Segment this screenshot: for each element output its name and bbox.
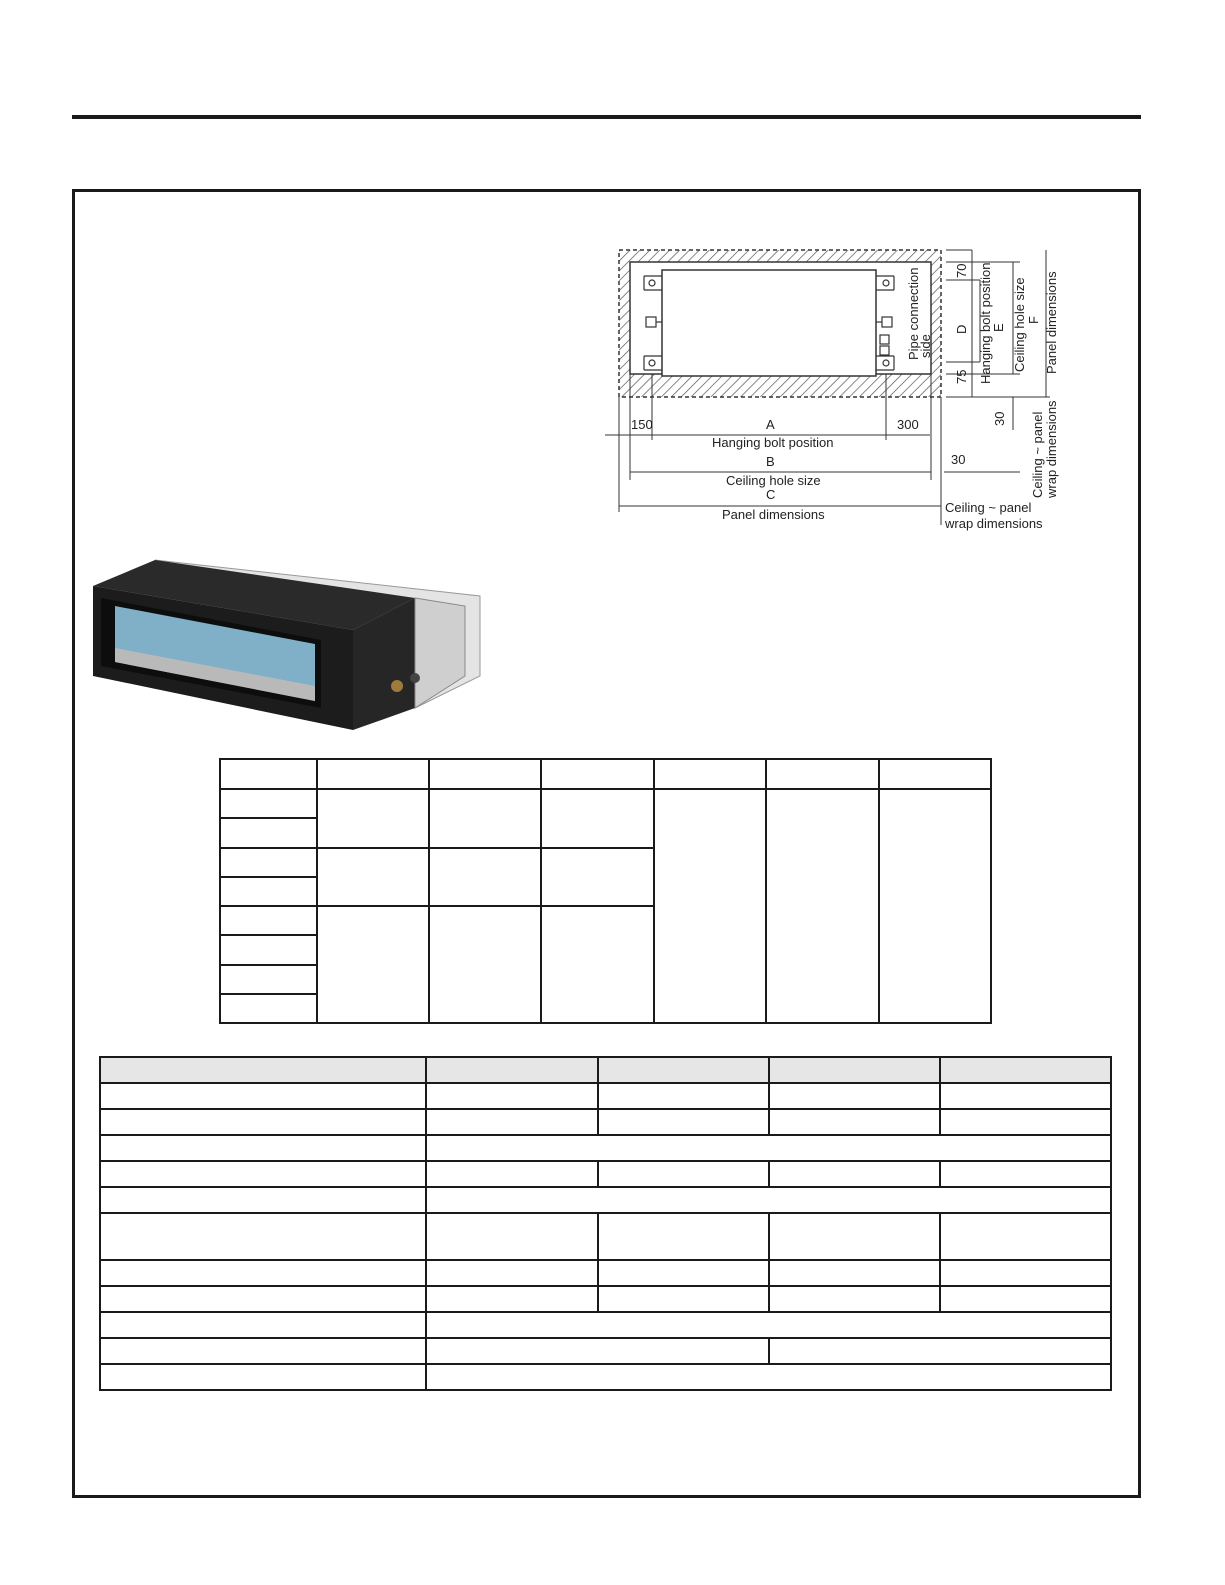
dim-table-header-cell xyxy=(654,759,766,789)
wrap-v-line2: wrap dimensions xyxy=(1044,400,1059,498)
ducted-indoor-unit-icon xyxy=(85,558,485,733)
dim-table-header-cell xyxy=(879,759,991,789)
dimension-table xyxy=(219,758,992,1024)
spec-cell xyxy=(598,1083,769,1109)
dim-70-label: 70 xyxy=(954,263,969,278)
dim-table-model-cell xyxy=(220,818,317,847)
dim-75-label: 75 xyxy=(954,369,969,384)
spec-cell xyxy=(426,1286,597,1312)
spec-label-cell xyxy=(100,1109,426,1135)
dim-table-cell xyxy=(541,848,653,906)
spec-cell xyxy=(769,1260,940,1286)
spec-header-cell xyxy=(100,1057,426,1083)
spec-label-cell xyxy=(100,1083,426,1109)
spec-header-cell xyxy=(940,1057,1111,1083)
spec-cell xyxy=(426,1161,597,1187)
spec-cell xyxy=(940,1213,1111,1260)
spec-header-cell xyxy=(598,1057,769,1083)
spec-cell xyxy=(426,1083,597,1109)
spec-label-cell xyxy=(100,1187,426,1213)
spec-label-cell xyxy=(100,1364,426,1390)
spec-cell xyxy=(426,1213,597,1260)
wrap-h-line1: Ceiling ~ panel xyxy=(945,500,1032,515)
dim-d-label: D xyxy=(954,324,969,334)
spec-cell xyxy=(426,1364,1111,1390)
ceiling-hole-v-label: Ceiling hole size xyxy=(1012,277,1027,372)
dim-table-header-cell xyxy=(220,759,317,789)
dim-table-model-cell xyxy=(220,848,317,877)
spec-label-cell xyxy=(100,1286,426,1312)
dim-table-header-cell xyxy=(429,759,541,789)
spec-header-cell xyxy=(426,1057,597,1083)
dim-e-label: E xyxy=(991,323,1006,332)
spec-cell xyxy=(769,1109,940,1135)
spec-cell xyxy=(426,1135,1111,1161)
dim-30-vertical-label: 30 xyxy=(992,411,1007,426)
spec-cell xyxy=(426,1187,1111,1213)
hanging-bolt-v-label: Hanging bolt position xyxy=(978,262,993,384)
spec-label-cell xyxy=(100,1338,426,1364)
dim-table-cell xyxy=(541,789,653,847)
dim-table-model-cell xyxy=(220,965,317,994)
spec-cell xyxy=(598,1213,769,1260)
spec-label-cell xyxy=(100,1161,426,1187)
dim-table-cell xyxy=(429,789,541,847)
spec-header-cell xyxy=(769,1057,940,1083)
spec-cell xyxy=(940,1260,1111,1286)
specification-table xyxy=(99,1056,1112,1391)
spec-cell xyxy=(940,1083,1111,1109)
top-rule xyxy=(72,115,1141,119)
spec-label-cell xyxy=(100,1135,426,1161)
dim-table-model-cell xyxy=(220,994,317,1023)
hanging-bolt-h-label: Hanging bolt position xyxy=(712,435,834,450)
pipe-connection-side-label: side xyxy=(918,334,933,358)
spec-cell xyxy=(940,1286,1111,1312)
spec-cell xyxy=(426,1312,1111,1338)
spec-cell xyxy=(940,1161,1111,1187)
dim-table-cell xyxy=(766,789,878,1023)
dim-table-header-cell xyxy=(766,759,878,789)
panel-dimensions-h-label: Panel dimensions xyxy=(722,507,825,522)
spec-label-cell xyxy=(100,1260,426,1286)
dim-table-header-cell xyxy=(541,759,653,789)
installation-diagram xyxy=(600,240,1070,540)
dim-300-label: 300 xyxy=(897,417,919,432)
spec-cell xyxy=(940,1109,1111,1135)
dim-f-label: F xyxy=(1026,316,1041,324)
spec-cell xyxy=(769,1213,940,1260)
ceiling-hole-h-label: Ceiling hole size xyxy=(726,473,821,488)
spec-cell xyxy=(598,1286,769,1312)
dim-table-model-cell xyxy=(220,935,317,964)
spec-cell xyxy=(769,1286,940,1312)
spec-cell xyxy=(598,1109,769,1135)
dim-table-header-cell xyxy=(317,759,429,789)
pipe-connection-label: Pipe connection xyxy=(906,267,921,360)
dim-table-model-cell xyxy=(220,789,317,818)
spec-label-cell xyxy=(100,1312,426,1338)
dim-table-cell xyxy=(541,906,653,1023)
dim-table-cell xyxy=(879,789,991,1023)
dim-table-cell xyxy=(317,789,429,847)
dim-table-cell xyxy=(317,906,429,1023)
spec-cell xyxy=(598,1161,769,1187)
spec-cell xyxy=(426,1260,597,1286)
wrap-v-line1: Ceiling ~ panel xyxy=(1030,411,1045,498)
dim-table-cell xyxy=(317,848,429,906)
spec-cell xyxy=(769,1083,940,1109)
panel-dimensions-v-label: Panel dimensions xyxy=(1044,271,1059,374)
spec-cell xyxy=(598,1260,769,1286)
dim-c-label: C xyxy=(766,487,776,502)
spec-label-cell xyxy=(100,1213,426,1260)
spec-cell xyxy=(769,1161,940,1187)
dim-a-label: A xyxy=(766,417,775,432)
wrap-h-line2: wrap dimensions xyxy=(945,516,1043,531)
spec-cell xyxy=(769,1338,1111,1364)
dim-table-model-cell xyxy=(220,906,317,935)
dim-table-cell xyxy=(429,906,541,1023)
spec-cell xyxy=(426,1109,597,1135)
dim-b-label: B xyxy=(766,454,775,469)
dim-table-cell xyxy=(429,848,541,906)
dim-table-cell xyxy=(654,789,766,1023)
dim-30-horizontal-label: 30 xyxy=(951,452,966,467)
unit-outline xyxy=(662,270,876,376)
dim-150-label: 150 xyxy=(631,417,653,432)
spec-cell xyxy=(426,1338,768,1364)
dim-table-model-cell xyxy=(220,877,317,906)
